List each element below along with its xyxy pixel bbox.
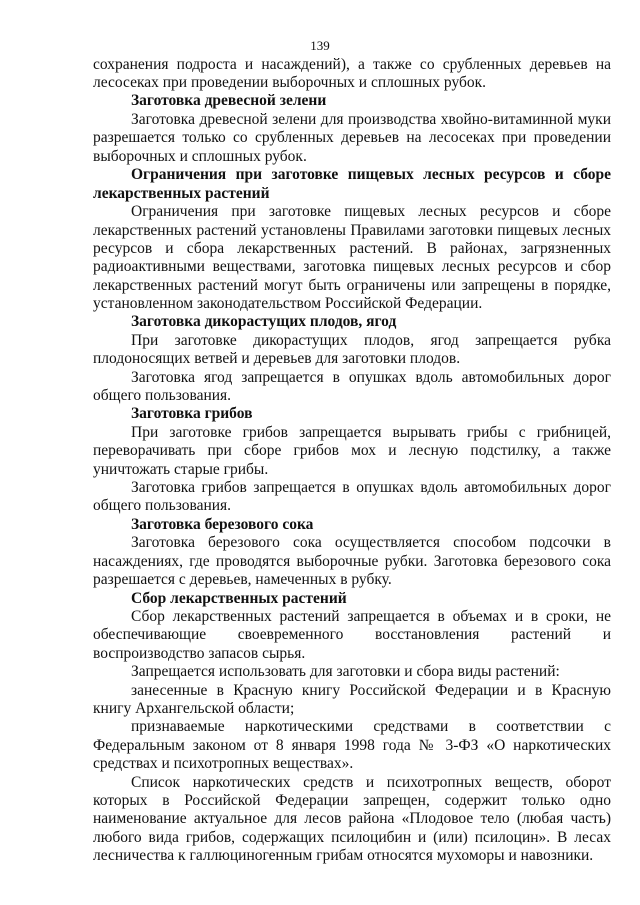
body-text-line: которых в Российской Федерации запрещен, содержит только одно	[93, 792, 611, 809]
body-text-line: признаваемые наркотическими средствами в соответствии с	[131, 718, 611, 735]
body-text-line: При заготовке дикорастущих плодов, ягод запрещается рубка	[131, 332, 611, 349]
body-text-line: насаждениях, где проводятся выборочные рубки. Заготовка березового сока	[93, 553, 611, 570]
section-heading: Заготовка березового сока	[131, 516, 314, 533]
section-heading: лекарственных растений	[93, 185, 270, 202]
body-text-line: любого вида грибов, содержащих псилоцибин и (или) псилоцин». В лесах	[93, 829, 611, 846]
body-text-line: общего пользования.	[93, 497, 232, 514]
body-text-line: разрешается с деревьев, намеченных в рубку.	[93, 571, 392, 588]
body-text-line: обеспечивающие своевременного восстановления растений и	[93, 626, 611, 643]
body-text-line: Заготовка грибов запрещается в опушках вдоль автомобильных дорог	[131, 479, 611, 496]
body-text-line: радиоактивными веществами, заготовка пищевых лесных ресурсов и сбор	[93, 258, 611, 275]
body-text-line: общего пользования.	[93, 387, 232, 404]
body-text-line: занесенные в Красную книгу Российской Федерации и в Красную	[131, 682, 611, 699]
body-text-line: сохранения подроста и насаждений), а также со срубленных деревьев на	[93, 56, 611, 73]
body-text-line: Ограничения при заготовке пищевых лесных ресурсов и сборе	[131, 203, 611, 220]
page-number: 139	[310, 38, 330, 53]
section-heading: Ограничения при заготовке пищевых лесных ресурсов и сборе	[131, 166, 611, 183]
body-text-line: Запрещается использовать для заготовки и сбора виды растений:	[131, 663, 560, 680]
section-heading: Заготовка грибов	[131, 405, 253, 422]
body-text-line: разрешается только со срубленных деревьев на лесосеках при проведении	[93, 129, 611, 146]
body-text-line: установленном законодательством Российской Федерации.	[93, 295, 483, 312]
body-text-line: уничтожать старые грибы.	[93, 461, 269, 478]
body-text-line: лесничества к галлюциногенным грибам относятся мухоморы и навозники.	[93, 847, 594, 864]
body-text-line: Заготовка ягод запрещается в опушках вдоль автомобильных дорог	[131, 369, 611, 386]
body-text-line: Заготовка березового сока осуществляется способом подсочки в	[131, 534, 611, 551]
section-heading: Заготовка дикорастущих плодов, ягод	[131, 313, 397, 330]
section-heading: Сбор лекарственных растений	[131, 590, 347, 607]
body-text-line: средствах и психотропных веществах».	[93, 755, 354, 772]
body-text-line: Федеральным законом от 8 января 1998 года № 3-ФЗ «О наркотических	[93, 737, 611, 754]
body-text-line: наименование актуальное для лесов района «Плодовое тело (любая часть)	[93, 810, 611, 827]
body-text-line: Сбор лекарственных растений запрещается в объемах и в сроки, не	[131, 608, 611, 625]
body-text-line: лекарственных растений могут быть ограничены или запрещены в порядке,	[93, 277, 611, 294]
body-text-line: При заготовке грибов запрещается вырывать грибы с грибницей,	[131, 424, 611, 441]
section-heading: Заготовка древесной зелени	[131, 92, 327, 109]
body-text-line: выборочных и сплошных рубок.	[93, 148, 307, 165]
body-text-line: ресурсов и сбора лекарственных растений. В районах, загрязненных	[93, 240, 611, 257]
body-text-line: переворачивать при сборе грибов мох и лесную подстилку, а также	[93, 442, 611, 459]
body-text-line: книгу Архангельской области;	[93, 700, 295, 717]
body-text-line: лесосеках при проведении выборочных и сплошных рубок.	[93, 74, 487, 91]
body-text-line: лекарственных растений установлены Правилами заготовки пищевых лесных	[93, 222, 611, 239]
body-text-line: плодоносящих ветвей и деревьев для заготовки плодов.	[93, 350, 461, 367]
body-text-line: Список наркотических средств и психотропных веществ, оборот	[131, 774, 611, 791]
body-text-line: Заготовка древесной зелени для производства хвойно-витаминной муки	[131, 111, 611, 128]
body-text-line: воспроизводство запасов сырья.	[93, 645, 306, 662]
